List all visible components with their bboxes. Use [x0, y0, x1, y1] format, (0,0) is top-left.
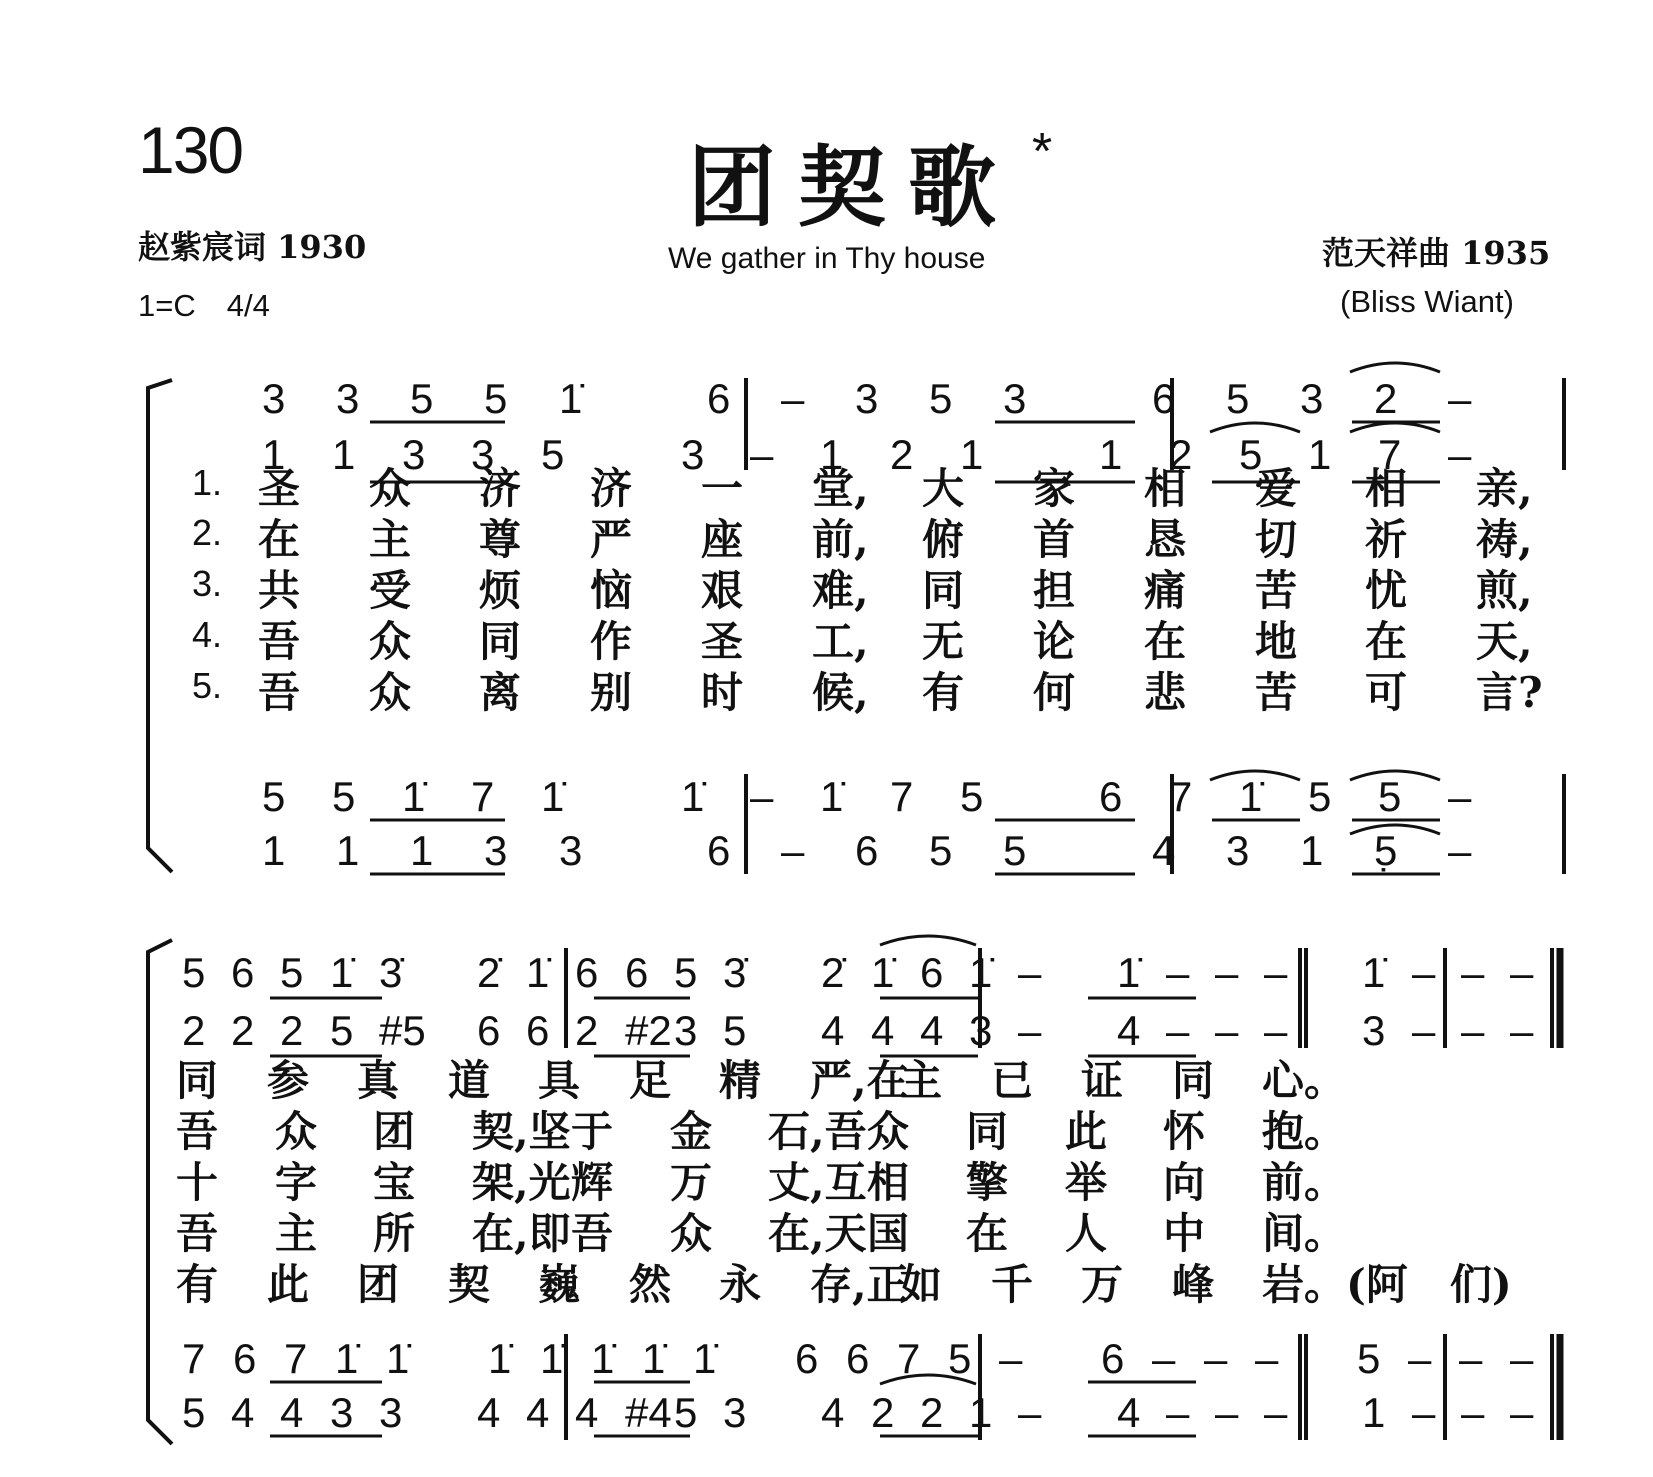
lyric-syllable: 同 [1172, 1056, 1215, 1105]
tenor-note: 6 [233, 1335, 257, 1382]
lyric-syllable: 主 [275, 1209, 318, 1258]
tenor-note: 1̇ [693, 1335, 717, 1382]
soprano-note: 3 [1300, 375, 1324, 422]
lyric-syllable: 吾 [571, 1209, 614, 1258]
soprano-note: – [1018, 949, 1042, 996]
title-footnote-mark: * [1032, 123, 1053, 181]
soprano-note: – [1510, 949, 1534, 996]
bass-note: – [1448, 827, 1472, 874]
soprano-note: – [1264, 949, 1288, 996]
lyric-syllable: 济 [479, 464, 522, 513]
tenor-note: 5 [332, 773, 356, 820]
lyric-syllable: 团 [357, 1260, 400, 1309]
lyric-syllable: 契,坚 [472, 1107, 571, 1156]
bass-note: 4 [231, 1389, 255, 1436]
lyric-syllable: 苦 [1255, 668, 1298, 717]
alto-note: – [1018, 1007, 1042, 1054]
verse-number: 4. [192, 614, 223, 655]
soprano-note: 2̇ [477, 949, 501, 996]
bass-note: 3 [723, 1389, 747, 1436]
alto-note: 2 [182, 1007, 206, 1054]
alto-note: – [1412, 1007, 1436, 1054]
lyric-syllable: 有 [176, 1260, 219, 1309]
bass-note: – [1166, 1389, 1190, 1436]
lyric-syllable: 吾 [176, 1209, 219, 1258]
alto-note: – [1264, 1007, 1288, 1054]
alto-note: #2 [625, 1007, 672, 1054]
lyric-syllable: 恳 [1144, 515, 1187, 564]
lyric-syllable: 在 [1144, 617, 1187, 666]
tenor-note: – [1255, 1335, 1279, 1382]
alto-note: 3 [681, 431, 705, 478]
lyric-syllable: 尊 [479, 515, 522, 564]
lyric-syllable: 所 [373, 1209, 416, 1258]
lyric-syllable: 在 [258, 515, 301, 564]
lyric-syllable: 时 [701, 668, 744, 717]
alto-note: 5 [330, 1007, 354, 1054]
tenor-note: 1̇ [1239, 773, 1263, 820]
bass-note: 4 [1117, 1389, 1141, 1436]
soprano-note: 5 [929, 375, 953, 422]
lyric-syllable: 千 [991, 1260, 1034, 1309]
lyric-syllable: 举 [1065, 1158, 1108, 1207]
lyric-syllable: 真 [357, 1056, 400, 1105]
bass-note: #4 [625, 1389, 672, 1436]
lyric-syllable: 同 [922, 566, 965, 615]
bass-note: 5 [1003, 827, 1027, 874]
tenor-note: 5 [1378, 773, 1402, 820]
lyric-syllable: 架,光 [472, 1158, 571, 1207]
alto-note: – [1166, 1007, 1190, 1054]
lyric-syllable: 在,天 [768, 1209, 867, 1258]
lyric-syllable: 烦 [479, 566, 522, 615]
lyric-syllable: 辉 [571, 1158, 614, 1207]
lyric-syllable: 中 [1163, 1209, 1206, 1258]
bass-note: 2 [871, 1389, 895, 1436]
tenor-note: 1̇ [681, 773, 705, 820]
lyric-syllable: 于 [571, 1107, 614, 1156]
lyric-syllable: 众 [369, 464, 412, 513]
bass-note: 4 [280, 1389, 304, 1436]
lyric-syllable: 字 [275, 1158, 318, 1207]
alto-note: 6 [477, 1007, 501, 1054]
lyric-syllable: 众 [670, 1209, 713, 1258]
lyric-syllable: 具 [538, 1056, 581, 1105]
lyric-syllable: 严 [590, 515, 633, 564]
lyric-syllable: 在 [1365, 617, 1408, 666]
alto-note: 1 [332, 431, 356, 478]
lyric-syllable: 永 [719, 1260, 762, 1309]
soprano-note: 5 [484, 375, 508, 422]
bass-note: 3 [1226, 827, 1250, 874]
tenor-note: – [1448, 773, 1472, 820]
tenor-note: 5 [262, 773, 286, 820]
lyric-syllable: 言? [1476, 668, 1543, 717]
bass-note: 4 [821, 1389, 845, 1436]
alto-note: 1 [820, 431, 844, 478]
lyric-syllable: 圣 [701, 617, 744, 666]
alto-note: 3 [1362, 1007, 1386, 1054]
alto-note: 6 [526, 1007, 550, 1054]
lyric-syllable: 堂, [812, 464, 869, 513]
lyricist-credit: 赵紫宸词 1930 [138, 228, 367, 266]
lyric-syllable: 有 [922, 668, 965, 717]
alto-note: 3 [969, 1007, 993, 1054]
alto-note: – [1461, 1007, 1485, 1054]
lyric-syllable: 众 [369, 617, 412, 666]
lyric-syllable: 峰 [1172, 1260, 1215, 1309]
lyric-syllable: 间。 [1262, 1209, 1347, 1258]
composer-english-name: (Bliss Wiant) [1340, 284, 1514, 319]
tenor-note: 7 [284, 1335, 308, 1382]
lyric-syllable: 吾 [258, 617, 301, 666]
tenor-note: 7 [897, 1335, 921, 1382]
lyric-syllable: 同 [479, 617, 522, 666]
lyric-syllable: 苦 [1255, 566, 1298, 615]
bass-note: – [781, 827, 805, 874]
lyric-syllable: 痛 [1144, 566, 1187, 615]
tenor-note: – [999, 1335, 1023, 1382]
lyric-syllable: 国 [867, 1209, 910, 1258]
bass-note: – [1018, 1389, 1042, 1436]
lyric-syllable: 祈 [1365, 515, 1408, 564]
lyric-syllable: 天, [1476, 617, 1533, 666]
bass-note: 5̣ [1374, 827, 1398, 874]
soprano-note: 1̇ [559, 375, 583, 422]
lyric-syllable: 金 [670, 1107, 713, 1156]
soprano-note: 3̇ [379, 949, 403, 996]
soprano-note: 3̇ [723, 949, 747, 996]
tenor-note: 5 [960, 773, 984, 820]
bass-note: – [1215, 1389, 1239, 1436]
lyric-syllable: 主 [900, 1056, 943, 1105]
tenor-note: 1̇ [386, 1335, 410, 1382]
lyric-syllable: 前, [812, 515, 869, 564]
lyric-syllable: 此 [1065, 1107, 1108, 1156]
lyric-syllable: 家 [1033, 464, 1076, 513]
lyric-syllable: 人 [1065, 1209, 1108, 1258]
soprano-note: 6 [625, 949, 649, 996]
lyric-syllable: 工, [812, 617, 869, 666]
tenor-note: 7 [890, 773, 914, 820]
lyric-syllable: 担 [1033, 566, 1076, 615]
alto-note: 1 [1308, 431, 1332, 478]
tenor-note: 7 [471, 773, 495, 820]
soprano-note: 3 [1003, 375, 1027, 422]
lyric-syllable: 万 [1081, 1260, 1124, 1309]
lyric-syllable: 忧 [1365, 566, 1408, 615]
soprano-note: – [1166, 949, 1190, 996]
composer-credit: 范天祥曲 1935 [1322, 234, 1551, 272]
tenor-note: 5 [1357, 1335, 1381, 1382]
hymn-title: 团契歌 [688, 135, 1019, 239]
bass-note: 6 [707, 827, 731, 874]
alto-note: 4 [821, 1007, 845, 1054]
bass-note: 1 [1300, 827, 1324, 874]
alto-note: 3 [402, 431, 426, 478]
tenor-note: – [750, 773, 774, 820]
soprano-note: 5 [674, 949, 698, 996]
bass-note: 1 [262, 827, 286, 874]
lyric-syllable: 证 [1081, 1056, 1124, 1105]
bass-note: 1 [410, 827, 434, 874]
bass-note: 3 [559, 827, 583, 874]
lyric-syllable: 道 [448, 1056, 491, 1105]
lyric-syllable: 十 [176, 1158, 219, 1207]
alto-note: 4 [920, 1007, 944, 1054]
soprano-note: 1̇ [1117, 949, 1141, 996]
alto-note: 2 [231, 1007, 255, 1054]
lyric-syllable: 相 [1144, 464, 1187, 513]
soprano-note: 6 [231, 949, 255, 996]
lyric-syllable: 在 [966, 1209, 1009, 1258]
alto-note: 4 [871, 1007, 895, 1054]
lyric-syllable: 严,在 [810, 1056, 909, 1105]
lyric-syllable: 座 [701, 515, 744, 564]
lyric-syllable: 擎 [966, 1158, 1009, 1207]
lyric-syllable: 相 [1365, 464, 1408, 513]
lyric-syllable: 悲 [1144, 668, 1187, 717]
lyric-syllable: 俯 [922, 515, 965, 564]
tenor-note: 5 [1308, 773, 1332, 820]
lyric-syllable: 岩。(阿 们) [1262, 1260, 1512, 1309]
alto-note: – [1215, 1007, 1239, 1054]
lyric-syllable: 宝 [373, 1158, 416, 1207]
lyric-syllable: 心。 [1262, 1056, 1347, 1105]
lyric-syllable: 离 [479, 668, 522, 717]
lyric-syllable: 作 [590, 617, 633, 666]
bass-note: 3 [379, 1389, 403, 1436]
bass-note: 4 [1152, 827, 1176, 874]
lyric-syllable: 候, [812, 668, 869, 717]
tenor-note: 6 [1099, 773, 1123, 820]
lyric-syllable: 恼 [590, 566, 633, 615]
system-bracket [148, 940, 172, 1444]
verse-number: 5. [192, 665, 223, 706]
verse-number: 1. [192, 462, 223, 503]
tenor-note: 7 [182, 1335, 206, 1382]
lyric-syllable: 抱。 [1262, 1107, 1347, 1156]
lyric-syllable: 艰 [701, 566, 744, 615]
soprano-note: 5 [410, 375, 434, 422]
soprano-note: 3 [262, 375, 286, 422]
soprano-note: 5 [280, 949, 304, 996]
lyric-syllable: 巍 [538, 1260, 581, 1309]
soprano-note: 6 [1152, 375, 1176, 422]
bass-note: 1 [336, 827, 360, 874]
lyric-syllable: 济 [590, 464, 633, 513]
key-signature: 1=C 4/4 [138, 288, 270, 323]
alto-note: 3 [674, 1007, 698, 1054]
lyric-syllable: 吾 [176, 1107, 219, 1156]
soprano-note: – [1215, 949, 1239, 996]
bass-note: – [1412, 1389, 1436, 1436]
lyric-syllable: 众 [867, 1107, 910, 1156]
lyric-syllable: 精 [719, 1056, 762, 1105]
soprano-note: – [1448, 375, 1472, 422]
alto-note: 4 [1117, 1007, 1141, 1054]
alto-note: 1 [960, 431, 984, 478]
bass-note: 4 [575, 1389, 599, 1436]
tenor-note: 1̇ [642, 1335, 666, 1382]
lyric-syllable: 首 [1033, 515, 1076, 564]
alto-note: 2 [1169, 431, 1193, 478]
alto-note: 2 [575, 1007, 599, 1054]
lyric-syllable: 吾 [258, 668, 301, 717]
lyric-syllable: 大 [922, 464, 965, 513]
lyric-syllable: 煎, [1476, 566, 1533, 615]
soprano-note: 5 [1226, 375, 1250, 422]
bass-note: – [1510, 1389, 1534, 1436]
alto-note: 2 [280, 1007, 304, 1054]
lyric-syllable: 受 [369, 566, 412, 615]
alto-note: – [1448, 431, 1472, 478]
alto-note: 5 [541, 431, 565, 478]
verse-number: 2. [192, 512, 223, 553]
bass-note: 1 [1362, 1389, 1386, 1436]
alto-note: 5 [1239, 431, 1263, 478]
soprano-note: 3 [336, 375, 360, 422]
lyric-syllable: 万 [670, 1158, 713, 1207]
lyric-syllable: 亲, [1476, 464, 1533, 513]
bass-note: 5 [182, 1389, 206, 1436]
alto-note: – [1510, 1007, 1534, 1054]
lyric-syllable: 相 [867, 1158, 910, 1207]
lyric-syllable: 何 [1033, 668, 1076, 717]
soprano-note: 1̇ [330, 949, 354, 996]
lyric-syllable: 主 [369, 515, 412, 564]
lyric-syllable: 一 [701, 464, 744, 513]
lyric-syllable: 丈,互 [768, 1158, 867, 1207]
alto-note: #5 [379, 1007, 426, 1054]
lyric-syllable: 同 [176, 1056, 219, 1105]
soprano-note: – [1461, 949, 1485, 996]
alto-note: 5 [723, 1007, 747, 1054]
tenor-note: – [1510, 1335, 1534, 1382]
lyric-syllable: 圣 [258, 464, 301, 513]
lyric-syllable: 在,即 [472, 1209, 571, 1258]
tenor-note: 1̇ [402, 773, 426, 820]
lyric-syllable: 此 [267, 1260, 310, 1309]
lyric-syllable: 参 [267, 1056, 310, 1105]
lyric-syllable: 众 [275, 1107, 318, 1156]
tenor-note: – [1459, 1335, 1483, 1382]
tenor-note: 6 [1101, 1335, 1125, 1382]
lyric-syllable: 团 [373, 1107, 416, 1156]
soprano-note: 1̇ [969, 949, 993, 996]
lyric-syllable: 如 [900, 1260, 943, 1309]
english-subtitle: We gather in Thy house [668, 242, 986, 275]
bass-note: 4 [526, 1389, 550, 1436]
lyric-syllable: 难, [812, 566, 869, 615]
lyric-syllable: 足 [629, 1056, 672, 1105]
lyric-syllable: 论 [1033, 617, 1076, 666]
tenor-note: 1̇ [540, 1335, 564, 1382]
bass-note: – [1461, 1389, 1485, 1436]
tenor-note: 5 [948, 1335, 972, 1382]
tenor-note: 1̇ [541, 773, 565, 820]
soprano-note: 3 [855, 375, 879, 422]
bass-note: 3 [484, 827, 508, 874]
alto-note: 1 [262, 431, 286, 478]
lyric-syllable: 契 [448, 1260, 491, 1309]
tenor-note: 1̇ [488, 1335, 512, 1382]
soprano-note: 2̇ [821, 949, 845, 996]
alto-note: 1 [1099, 431, 1123, 478]
lyric-syllable: 共 [258, 566, 301, 615]
soprano-note: – [781, 375, 805, 422]
bass-note: 6 [855, 827, 879, 874]
soprano-note: 1̇ [526, 949, 550, 996]
soprano-note: 6 [920, 949, 944, 996]
lyric-syllable: 切 [1255, 515, 1298, 564]
hymn-number: 130 [138, 113, 243, 187]
lyric-syllable: 可 [1365, 668, 1408, 717]
alto-note: 7 [1378, 431, 1402, 478]
tenor-note: 6 [795, 1335, 819, 1382]
lyric-syllable: 同 [966, 1107, 1009, 1156]
lyric-syllable: 前。 [1262, 1158, 1347, 1207]
system-bracket [148, 380, 172, 872]
soprano-note: 6 [707, 375, 731, 422]
bass-note: 2 [920, 1389, 944, 1436]
bass-note: 5 [674, 1389, 698, 1436]
lyric-syllable: 向 [1163, 1158, 1206, 1207]
lyric-syllable: 众 [369, 668, 412, 717]
soprano-note: 5 [182, 949, 206, 996]
lyric-syllable: 爱 [1255, 464, 1298, 513]
alto-note: 2 [890, 431, 914, 478]
bass-note: 4 [477, 1389, 501, 1436]
tenor-note: 1̇ [820, 773, 844, 820]
alto-note: – [750, 431, 774, 478]
tenor-note: 1̇ [335, 1335, 359, 1382]
lyric-syllable: 无 [922, 617, 965, 666]
lyric-syllable: 祷, [1476, 515, 1533, 564]
tenor-note: 1̇ [591, 1335, 615, 1382]
soprano-note: 1̇ [871, 949, 895, 996]
lyric-syllable: 已 [991, 1056, 1034, 1105]
soprano-note: 6 [575, 949, 599, 996]
soprano-note: – [1412, 949, 1436, 996]
verse-number: 3. [192, 563, 223, 604]
bass-note: 5 [929, 827, 953, 874]
lyric-syllable: 别 [590, 668, 633, 717]
bass-note: 1 [969, 1389, 993, 1436]
tenor-note: – [1204, 1335, 1228, 1382]
soprano-note: 2 [1374, 375, 1398, 422]
lyric-syllable: 怀 [1163, 1107, 1206, 1156]
lyric-syllable: 存,正 [810, 1260, 909, 1309]
tenor-note: – [1152, 1335, 1176, 1382]
tenor-note: 7 [1169, 773, 1193, 820]
bass-note: – [1264, 1389, 1288, 1436]
lyric-syllable: 石,吾 [768, 1107, 867, 1156]
lyric-syllable: 地 [1255, 617, 1298, 666]
tenor-note: – [1408, 1335, 1432, 1382]
bass-note: 3 [330, 1389, 354, 1436]
tenor-note: 6 [846, 1335, 870, 1382]
soprano-note: 1̇ [1362, 949, 1386, 996]
alto-note: 3 [471, 431, 495, 478]
lyric-syllable: 然 [629, 1260, 672, 1309]
